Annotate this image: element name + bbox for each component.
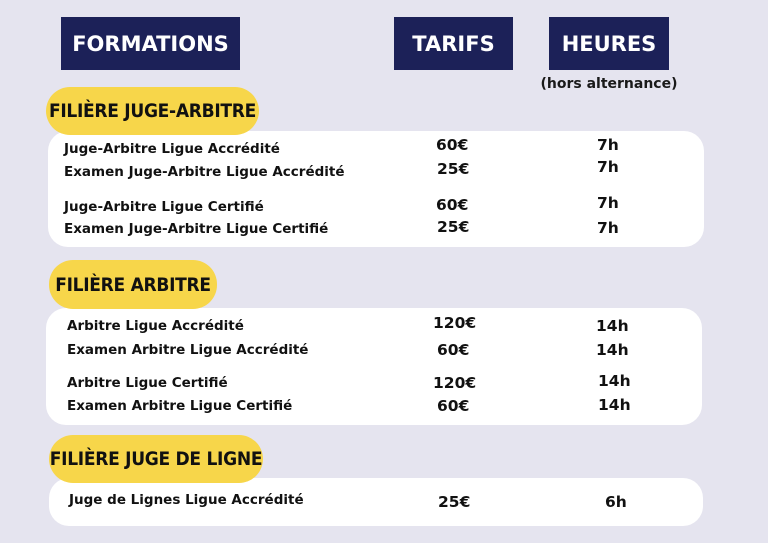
row-tarif: 60€ [436,196,469,214]
row-tarif: 120€ [433,314,477,332]
row-tarif: 25€ [437,218,470,236]
row-heures: 14h [596,317,629,335]
row-name: Examen Arbitre Ligue Certifié [67,398,293,414]
row-name: Juge-Arbitre Ligue Accrédité [64,141,280,157]
row-heures: 7h [597,158,619,176]
heures-note: (hors alternance) [540,76,678,92]
row-heures: 14h [596,341,629,359]
row-tarif: 60€ [436,136,469,154]
row-name: Arbitre Ligue Accrédité [67,318,244,334]
row-heures: 7h [597,194,619,212]
row-heures: 7h [597,219,619,237]
row-heures: 14h [598,372,631,390]
row-tarif: 25€ [438,493,471,511]
row-heures: 14h [598,396,631,414]
row-name: Juge-Arbitre Ligue Certifié [64,199,264,215]
tarifs-header: TARIFS [394,17,513,70]
row-name: Juge de Lignes Ligue Accrédité [69,492,304,508]
row-name: Arbitre Ligue Certifié [67,375,228,391]
row-heures: 7h [597,136,619,154]
section-title-arbitre: FILIÈRE ARBITRE [49,260,217,309]
row-name: Examen Arbitre Ligue Accrédité [67,342,309,358]
row-name: Examen Juge-Arbitre Ligue Certifié [64,221,329,237]
formations-header: FORMATIONS [61,17,240,70]
heures-header: HEURES [549,17,669,70]
section-title-juge-arbitre: FILIÈRE JUGE-ARBITRE [46,87,259,135]
row-tarif: 60€ [437,397,470,415]
row-heures: 6h [605,493,627,511]
row-tarif: 120€ [433,374,477,392]
row-tarif: 25€ [437,160,470,178]
row-tarif: 60€ [437,341,470,359]
row-name: Examen Juge-Arbitre Ligue Accrédité [64,164,345,180]
section-title-juge-de-ligne: FILIÈRE JUGE DE LIGNE [49,435,263,483]
